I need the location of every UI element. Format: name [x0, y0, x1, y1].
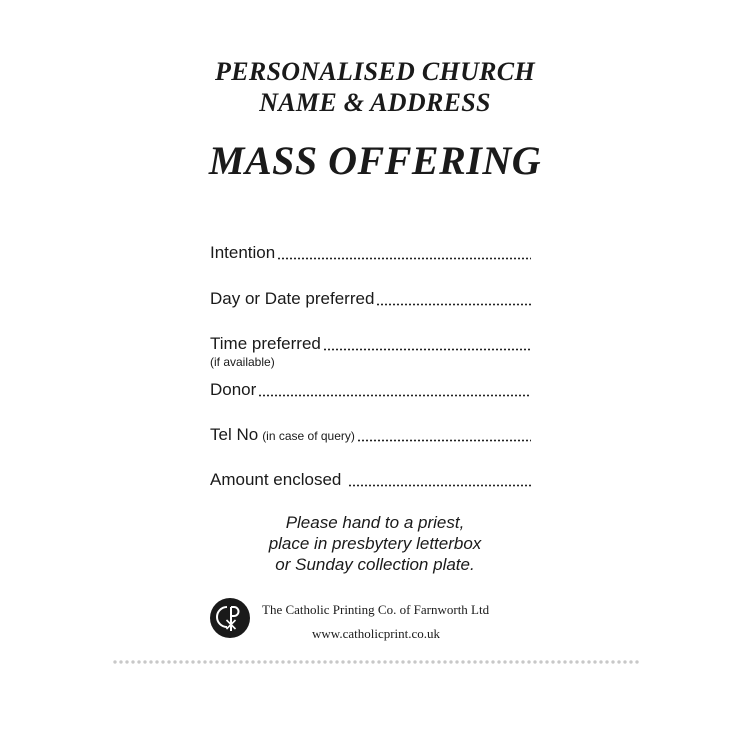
donor-dotted-line [258, 394, 531, 397]
header [0, 56, 750, 184]
time-dotted-line [323, 348, 531, 351]
day-date-label: Day or Date preferred [210, 289, 375, 308]
amount-label: Amount enclosed [210, 470, 342, 489]
instructions-line-1: Please hand to a priest, [285, 513, 465, 532]
header-line-1: PERSONALISED CHURCH [215, 57, 535, 86]
company-website: www.catholicprint.co.uk [312, 626, 441, 641]
instructions-note [0, 512, 750, 575]
instructions-line-2: place in presbytery letterbox [268, 534, 482, 553]
perforation-divider [112, 659, 640, 665]
company-name: The Catholic Printing Co. of Farnworth Ltd [262, 602, 490, 617]
intention-field[interactable] [210, 241, 531, 265]
time-label: Time preferred [210, 334, 321, 353]
tel-field[interactable] [210, 423, 531, 447]
amount-dotted-line [348, 484, 531, 487]
chi-rho-monogram-icon [210, 598, 250, 638]
donor-field[interactable] [210, 378, 531, 402]
intention-dotted-line [277, 257, 531, 260]
day-date-field[interactable] [210, 287, 531, 311]
intention-label: Intention [210, 243, 276, 262]
time-note: (if available) [210, 355, 275, 369]
amount-field[interactable] [210, 468, 531, 492]
day-date-dotted-line [376, 303, 531, 306]
instructions-line-3: or Sunday collection plate. [275, 555, 475, 574]
tel-note: (in case of query) [262, 429, 355, 443]
tel-dotted-line [357, 439, 531, 442]
time-field[interactable] [210, 332, 531, 356]
page-title: MASS OFFERING [208, 138, 542, 183]
donor-label: Donor [210, 380, 257, 399]
tel-label: Tel No [210, 425, 259, 444]
header-line-2: NAME & ADDRESS [259, 88, 491, 117]
company-info [262, 602, 489, 642]
